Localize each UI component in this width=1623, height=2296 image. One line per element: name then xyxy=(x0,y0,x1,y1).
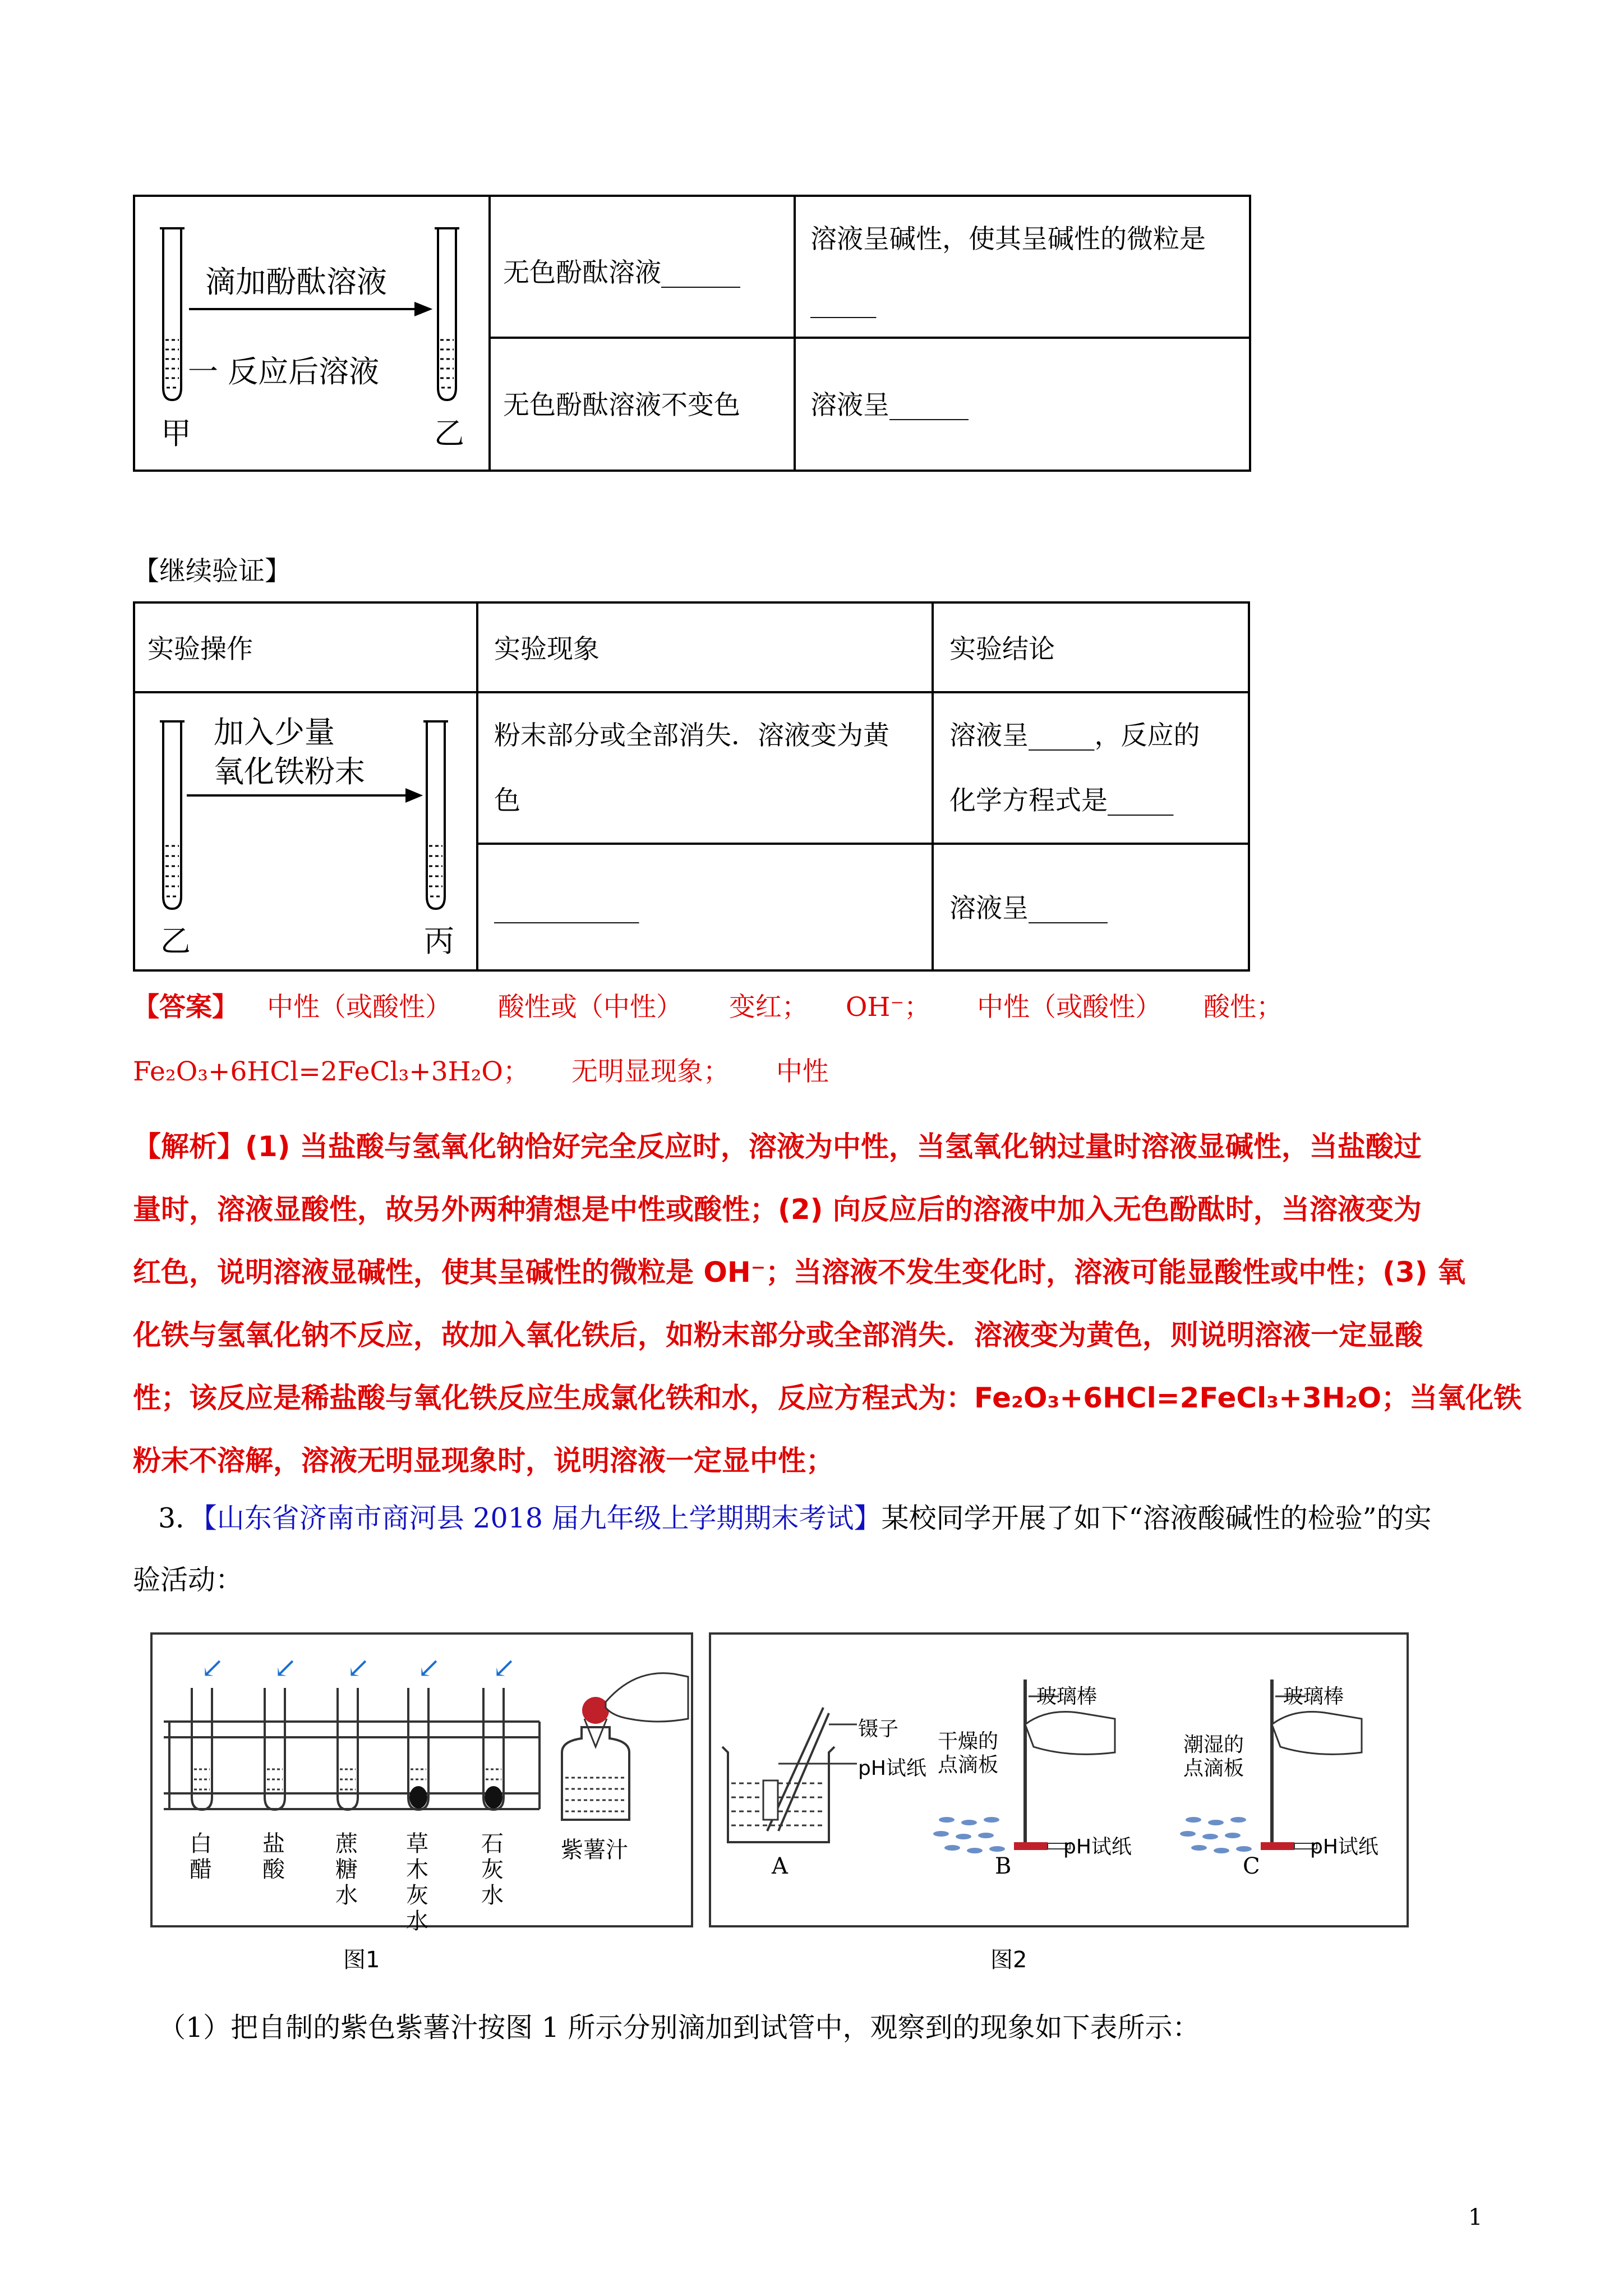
arrow xyxy=(189,303,430,315)
liquid-left-2 xyxy=(165,846,179,896)
question3-number: 3． xyxy=(158,1502,204,1534)
figure1 xyxy=(150,1632,693,1934)
tube-left xyxy=(160,228,185,400)
section-title-continue: 【继续验证】 xyxy=(133,556,291,587)
pointer-label: 一 反应后溶液 xyxy=(188,354,380,389)
arrow-2 xyxy=(187,790,420,801)
figure2-caption: 图2 xyxy=(990,1947,1027,1973)
analysis-label: 【解析】 xyxy=(133,1130,245,1163)
t2-r1-conclusion-line1: 溶液呈_____，反应的 xyxy=(949,720,1200,751)
analysis-line-6: 粉末不溶解，溶液无明显现象时，说明溶液一定显中性； xyxy=(133,1444,834,1477)
tube-right xyxy=(435,228,459,400)
t2-header-phenomenon xyxy=(477,602,933,692)
arrow-label: 滴加酚酞溶液 xyxy=(205,264,387,300)
page-number: 1 xyxy=(1468,2205,1483,2230)
t2-r2-conclusion xyxy=(933,844,1249,970)
table-first xyxy=(133,195,1251,472)
drop-icon: ↙ xyxy=(492,1651,516,1684)
answer-item-3: 变红； xyxy=(728,992,808,1023)
tube-label-hcl: 盐 酸 xyxy=(262,1831,285,1883)
t2-r1-phenomenon xyxy=(477,692,933,844)
question3-line1 xyxy=(158,1504,1432,1532)
tube-right-2 xyxy=(423,721,448,909)
label-rod-c: 玻璃棒 xyxy=(1283,1685,1344,1708)
answer-line1 xyxy=(133,992,1479,1023)
t1-r1-phenomenon xyxy=(490,196,795,338)
label-panel-c: C xyxy=(1243,1853,1260,1879)
arrow-label-line2: 氧化铁粉末 xyxy=(214,754,365,789)
table-second xyxy=(133,601,1250,972)
t2-header-phenomenon-text: 实验现象 xyxy=(494,634,600,665)
drop-icon: ↙ xyxy=(201,1651,224,1684)
question3-source: 【山东省济南市商河县 2018 届九年级上学期期末考试】 xyxy=(203,1502,882,1534)
t2-diagram-cell xyxy=(134,692,477,970)
answer-equation: Fe₂O₃+6HCl=2FeCl₃+3H₂O； xyxy=(133,1056,529,1087)
t2-r1-conclusion-line2: 化学方程式是_____ xyxy=(949,785,1174,816)
label-ph-paper-b: pH试纸 xyxy=(1063,1835,1132,1858)
answer-phenomenon: 无明显现象； xyxy=(571,1056,730,1087)
analysis-line-4: 化铁与氢氧化钠不反应，故加入氧化铁后，如粉末部分或全部消失．溶液变为黄色，则说明溶液一定显酸 xyxy=(133,1319,1423,1351)
t2-r1-phenomenon-line2: 色 xyxy=(494,785,520,816)
analysis-line-2: 量时，溶液显酸性，故另外两种猜想是中性或酸性；(2) 向反应后的溶液中加入无色酚酞时，当溶液变为 xyxy=(133,1193,1422,1226)
analysis-line-5: 性；该反应是稀盐酸与氧化铁反应生成氯化铁和水，反应方程式为：Fe₂O₃+6HCl=2FeCl₃+3H₂O；当氧化铁 xyxy=(133,1382,1522,1414)
label-wet-plate: 潮湿的 点滴板 xyxy=(1183,1733,1244,1780)
label-panel-a: A xyxy=(772,1853,788,1879)
t1-r2-phenomenon xyxy=(490,338,795,471)
t2-r2-phenomenon xyxy=(477,844,933,970)
t2-header-conclusion-text: 实验结论 xyxy=(949,634,1055,665)
diagram-cell xyxy=(134,196,490,471)
tube-label-yi: 乙 xyxy=(434,416,464,451)
drop-icon: ↙ xyxy=(347,1651,370,1684)
t1-r2-conclusion-text: 溶液呈______ xyxy=(810,390,969,421)
liquid-right xyxy=(440,340,454,388)
question3-part1: （1）把自制的紫色紫薯汁按图 1 所示分别滴加到试管中，观察到的现象如下表所示： xyxy=(158,2012,1200,2044)
analysis-block xyxy=(133,1115,1522,1492)
tube-left-2 xyxy=(160,721,185,909)
question3-text: 某校同学开展了如下“溶液酸碱性的检验”的实 xyxy=(881,1502,1432,1534)
bottle-label: 紫薯汁 xyxy=(561,1837,628,1863)
answer-item-1: 中性（或酸性） xyxy=(266,992,451,1023)
t1-r1-conclusion xyxy=(795,196,1250,338)
t1-r2-phenomenon-text: 无色酚酞溶液不变色 xyxy=(503,390,740,421)
t2-header-op-text: 实验操作 xyxy=(147,634,253,665)
tube-label-yi-2: 乙 xyxy=(160,923,191,959)
label-dry-plate: 干燥的 点滴板 xyxy=(938,1730,999,1777)
t1-r2-conclusion xyxy=(795,338,1250,471)
figure2-drawing xyxy=(711,1635,1407,1925)
drop-icon: ↙ xyxy=(417,1651,441,1684)
t1-r1-conclusion-line1: 溶液呈碱性，使其呈碱性的微粒是 xyxy=(810,224,1206,255)
analysis-line-1: 【解析】(1) 当盐酸与氢氧化钠恰好完全反应时，溶液为中性，当氢氧化钠过量时溶液显碱性，当盐酸过 xyxy=(133,1130,1422,1163)
tube-label-lime: 石 灰 水 xyxy=(481,1831,504,1908)
t2-header-op xyxy=(134,602,477,692)
answer-conclusion: 中性 xyxy=(776,1056,829,1087)
drop-icon: ↙ xyxy=(274,1651,297,1684)
tube-label-vinegar: 白 醋 xyxy=(190,1831,212,1883)
question3-line2: 验活动： xyxy=(133,1564,243,1596)
tube-label-ash: 草 木 灰 水 xyxy=(406,1831,428,1934)
test-tube-diagram-2 xyxy=(135,693,476,974)
answer-item-5: 中性（或酸性） xyxy=(977,992,1162,1023)
t2-r1-conclusion xyxy=(933,692,1249,844)
label-rod-b: 玻璃棒 xyxy=(1036,1685,1098,1708)
t1-r1-conclusion-line2: _____ xyxy=(810,288,877,319)
label-panel-b: B xyxy=(995,1853,1012,1879)
answer-item-6: 酸性； xyxy=(1204,992,1283,1023)
test-tube-diagram-1 xyxy=(135,197,488,472)
t2-r2-conclusion-text: 溶液呈______ xyxy=(949,893,1108,924)
analysis-line-3: 红色，说明溶液显碱性，使其呈碱性的微粒是 OH⁻；当溶液不发生变化时，溶液可能显酸性或中性；(3) 氧 xyxy=(133,1256,1466,1289)
t2-r2-phenomenon-text: ___________ xyxy=(494,893,639,924)
answer-line2 xyxy=(133,1056,829,1087)
tube-label-sugar: 蔗 糖 水 xyxy=(335,1831,358,1908)
t2-header-conclusion xyxy=(933,602,1249,692)
answer-item-4: OH⁻； xyxy=(845,992,931,1023)
arrow-label-line1: 加入少量 xyxy=(214,715,335,750)
t1-r1-phenomenon-text: 无色酚酞溶液______ xyxy=(503,257,740,288)
t2-r1-phenomenon-line1: 粉末部分或全部消失．溶液变为黄 xyxy=(494,720,889,751)
tube-label-bing: 丙 xyxy=(424,923,454,959)
figure2 xyxy=(709,1632,1409,1927)
liquid-left xyxy=(165,340,179,388)
figure1-caption: 图1 xyxy=(343,1947,380,1973)
tube-label-jia: 甲 xyxy=(161,416,191,451)
liquid-right-2 xyxy=(429,846,442,896)
answer-label: 【答案】 xyxy=(133,992,238,1023)
label-tweezers: 镊子 xyxy=(858,1718,899,1741)
label-ph-paper-c: pH试纸 xyxy=(1310,1835,1378,1858)
answer-item-2: 酸性或（中性） xyxy=(497,992,683,1023)
label-ph-paper-a: pH试纸 xyxy=(858,1757,926,1780)
